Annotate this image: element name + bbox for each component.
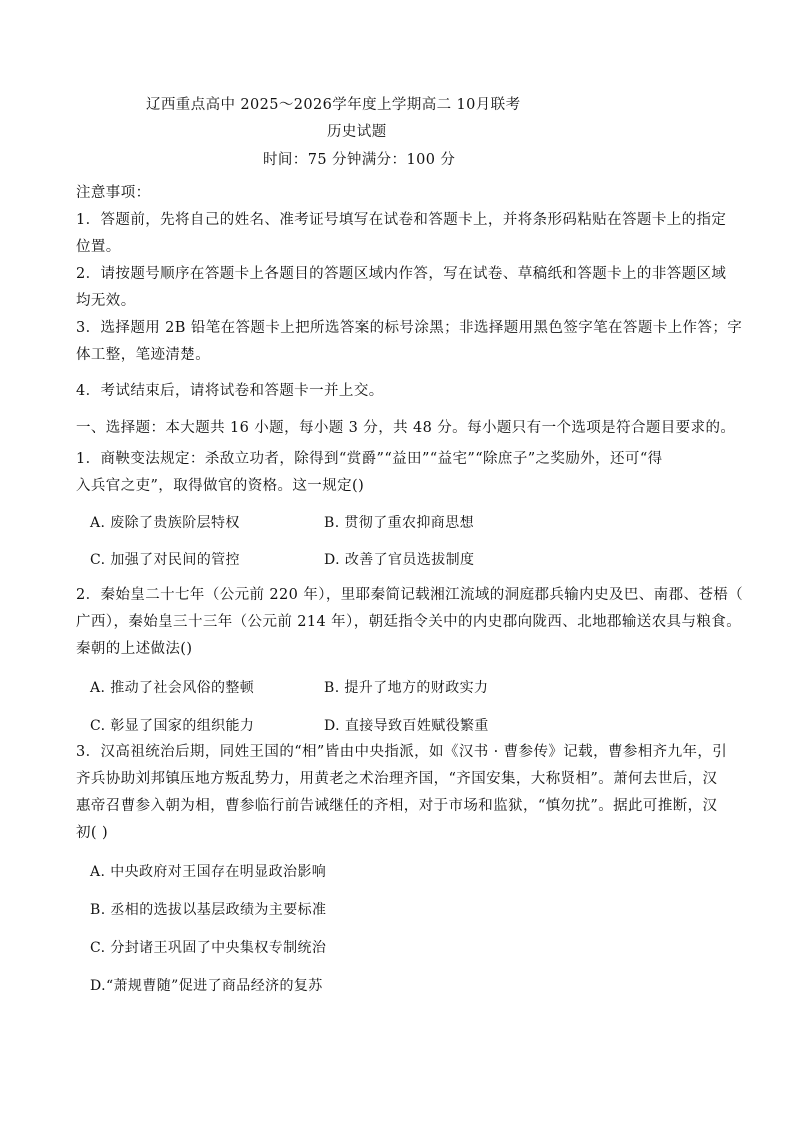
question-2-stem-cont-2: 秦朝的上述做法() [76, 641, 193, 657]
question-3-option-c: C. 分封诸王巩固了中央集权专制统治 [90, 940, 327, 956]
notice-item-2: 2．请按题号顺序在答题卡上各题目的答题区域内作答，写在试卷、草稿纸和答题卡上的非答题区域 [76, 266, 727, 282]
question-1-option-c: C. 加强了对民间的管控 [90, 552, 240, 568]
section-heading: 一、选择题：本大题共 16 小题，每小题 3 分，共 48 分。每小题只有一个选项是符合题目要求的。 [76, 420, 736, 436]
notice-item-3-cont: 体工整，笔迹清楚。 [76, 347, 211, 363]
question-3-stem: 3．汉高祖统治后期，同姓王国的“相”皆由中央指派，如《汉书 · 曹参传》记载，曹参相齐九年，引 [76, 744, 728, 760]
question-3-option-a: A. 中央政府对王国存在明显政治影响 [90, 864, 327, 880]
question-2-option-a: A. 推动了社会风俗的整顿 [90, 680, 255, 696]
question-3-stem-cont-2: 惠帝召曹参入朝为相，曹参临行前告诫继任的齐相，对于市场和监狱，“慎勿扰”。据此可推断，汉 [76, 798, 718, 814]
question-3-stem-cont: 齐兵协助刘邦镇压地方叛乱势力，用黄老之术治理齐国，“齐国安集，大称贤相”。萧何去世后，汉 [76, 771, 718, 787]
question-3-option-d: D.“萧规曹随”促进了商品经济的复苏 [90, 978, 323, 994]
question-1-stem: 1．商鞅变法规定：杀敌立功者，除得到“赏爵”“益田”“益宅”“除庶子”之奖励外，还可“得 [76, 451, 663, 467]
subject-title: 历史试题 [327, 124, 387, 140]
question-1-option-d: D. 改善了官员选拔制度 [324, 552, 475, 568]
question-2-option-d: D. 直接导致百姓赋役繁重 [324, 718, 489, 734]
question-2-stem: 2．秦始皇二十七年（公元前 220 年），里耶秦简记载湘江流域的洞庭郡兵输内史及巴、南郡、苍梧（ [76, 587, 744, 603]
notice-item-3: 3．选择题用 2B 铅笔在答题卡上把所选答案的标号涂黑；非选择题用黑色签字笔在答题卡上作答；字 [76, 320, 743, 336]
question-1-option-a: A. 废除了贵族阶层特权 [90, 515, 240, 531]
question-2-option-b: B. 提升了地方的财政实力 [324, 680, 489, 696]
notice-item-2-cont: 均无效。 [76, 293, 136, 309]
notice-item-4: 4．考试结束后，请将试卷和答题卡一并上交。 [76, 383, 384, 399]
question-1-stem-cont: 入兵官之吏”，取得做官的资格。这一规定() [76, 478, 365, 494]
exam-time: 时间：75 分钟满分：100 分 [263, 152, 456, 168]
question-2-stem-cont: 广西），秦始皇三十三年（公元前 214 年），朝廷指令关中的内史郡向陇西、北地郡输送农具与粮食。 [76, 614, 742, 630]
question-3-option-b: B. 丞相的选拔以基层政绩为主要标准 [90, 902, 327, 918]
question-3-stem-cont-3: 初( ) [76, 825, 109, 841]
question-2-option-c: C. 彰显了国家的组织能力 [90, 718, 255, 734]
exam-title: 辽西重点高中 2025～2026学年度上学期高二 10月联考 [146, 97, 521, 113]
question-1-option-b: B. 贯彻了重农抑商思想 [324, 515, 474, 531]
notice-heading: 注意事项： [76, 185, 151, 201]
notice-item-1-cont: 位置。 [76, 239, 121, 255]
notice-item-1: 1．答题前，先将自己的姓名、准考证号填写在试卷和答题卡上，并将条形码粘贴在答题卡上的指定 [76, 212, 727, 228]
